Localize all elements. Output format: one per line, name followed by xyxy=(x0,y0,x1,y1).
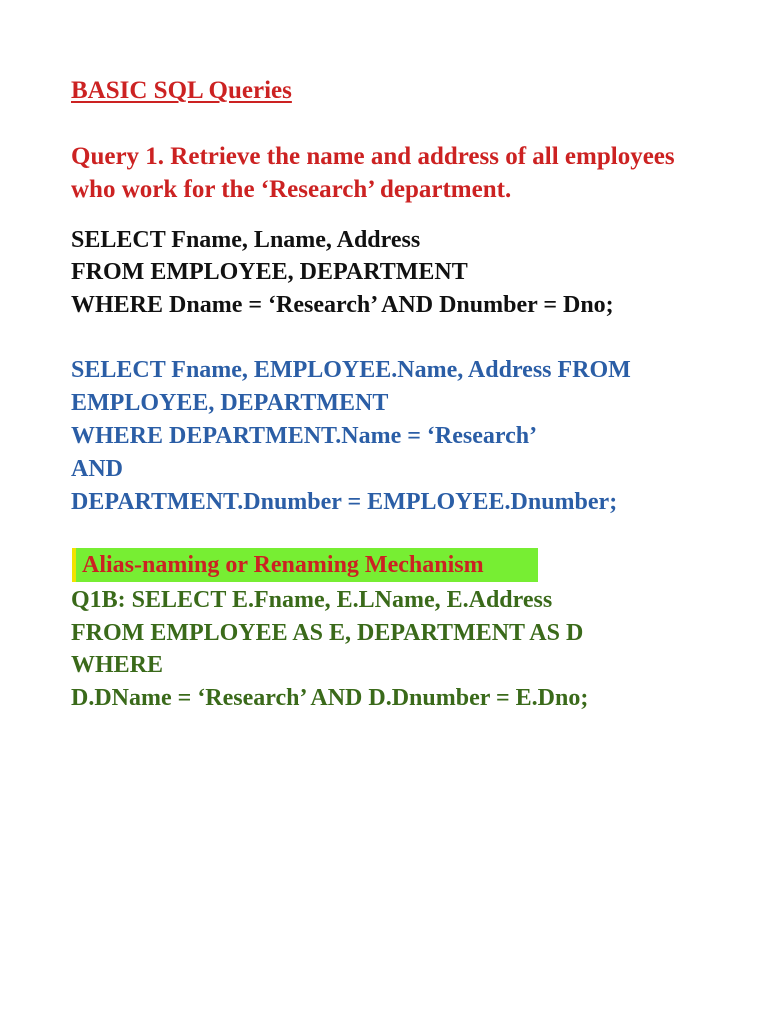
sql-blue-line-2: EMPLOYEE, DEPARTMENT xyxy=(71,390,389,416)
sql-green-line-4: D.DName = ‘Research’ AND D.Dnumber = E.Dno; xyxy=(71,685,589,711)
sql-blue-line-1: SELECT Fname, EMPLOYEE.Name, Address FROM xyxy=(71,357,631,383)
sql-black-line-1: SELECT Fname, Lname, Address xyxy=(71,227,421,253)
sql-black-line-2: FROM EMPLOYEE, DEPARTMENT xyxy=(71,259,468,285)
sql-blue-line-3: WHERE DEPARTMENT.Name = ‘Research’ xyxy=(71,423,538,449)
sql-green-line-1: Q1B: SELECT E.Fname, E.LName, E.Address xyxy=(71,587,553,613)
sql-black-line-3: WHERE Dname = ‘Research’ AND Dnumber = Dno; xyxy=(71,292,614,318)
sql-blue-line-5: DEPARTMENT.Dnumber = EMPLOYEE.Dnumber; xyxy=(71,489,618,515)
query1-description-line-1: Query 1. Retrieve the name and address of all employees xyxy=(71,143,675,170)
sql-blue-line-4: AND xyxy=(71,456,123,482)
sql-green-line-3: WHERE xyxy=(71,652,164,678)
sql-green-line-2: FROM EMPLOYEE AS E, DEPARTMENT AS D xyxy=(71,620,584,646)
page-title: BASIC SQL Queries xyxy=(71,77,292,104)
alias-section-heading: Alias-naming or Renaming Mechanism xyxy=(72,548,538,582)
query1-description-line-2: who work for the ‘Research’ department. xyxy=(71,176,512,203)
